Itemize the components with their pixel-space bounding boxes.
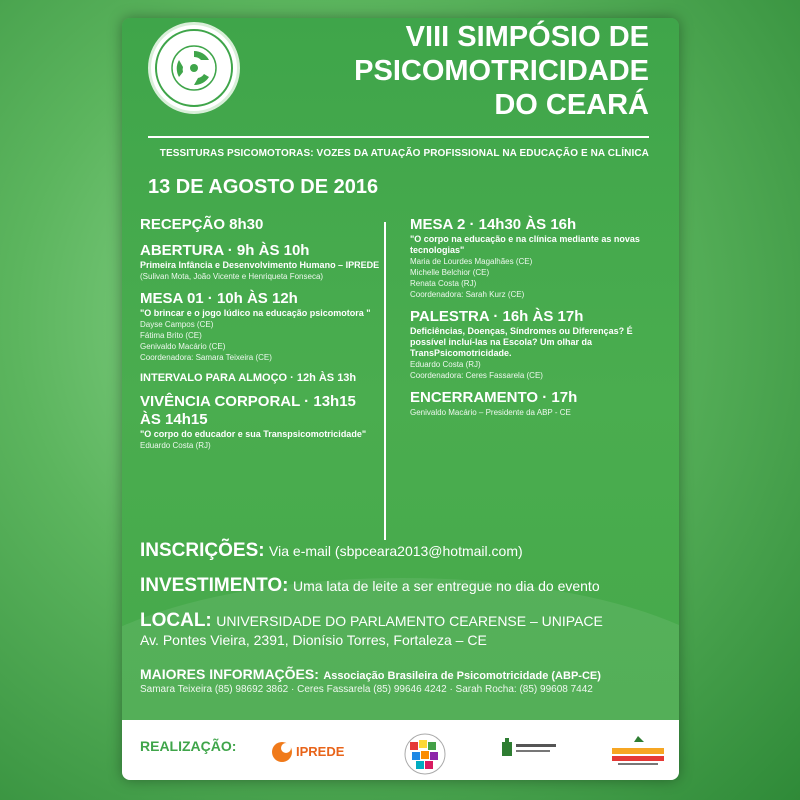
assembleia-legislativa-logo	[500, 732, 560, 770]
vivencia-heading: VIVÊNCIA CORPORAL · 13h15 ÀS 14h15	[140, 393, 356, 428]
mesa2-block	[410, 216, 660, 300]
mesa2-person: Michelle Belchior (CE)	[410, 268, 490, 277]
intervalo-heading: INTERVALO PARA ALMOÇO · 12h ÀS 13h	[140, 372, 357, 384]
encerramento-heading: ENCERRAMENTO · 17h	[410, 389, 578, 406]
iprede-logo	[270, 732, 350, 770]
mesa2-heading: MESA 2 · 14h30 ÀS 16h	[410, 216, 577, 233]
inscricoes-label: INSCRIÇÕES:	[140, 540, 265, 561]
mesa2-desc: "O corpo na educação e na clínica mediante as novas tecnologias"	[410, 234, 640, 255]
mesa1-coordinator: Coordenadora: Samara Teixeira (CE)	[140, 353, 272, 362]
realizacao-label: REALIZAÇÃO:	[140, 738, 237, 754]
event-date: 13 DE AGOSTO DE 2016	[148, 176, 379, 198]
palestra-heading: PALESTRA · 16h ÀS 17h	[410, 308, 584, 325]
title-line-3: DO CEARÁ	[494, 89, 649, 121]
abp-partner-logo	[608, 732, 668, 770]
event-title	[354, 20, 649, 122]
poster-card	[122, 18, 679, 780]
investimento-label: INVESTIMENTO:	[140, 575, 289, 596]
palestra-block	[410, 308, 660, 381]
maiores-contacts: Samara Teixeira (85) 98692 3862 · Ceres Fassarela (85) 99646 4242 · Sarah Rocha: (85) 99608 7442	[140, 684, 593, 695]
schedule-right-column	[410, 216, 660, 426]
mesa1-person: Dayse Campos (CE)	[140, 320, 214, 329]
title-line-1: VIII SIMPÓSIO DE	[405, 21, 649, 53]
maiores-row	[140, 666, 601, 695]
abp-seal-logo	[148, 22, 240, 114]
vivencia-block	[140, 393, 380, 451]
inscricoes-value: Via e-mail (sbpceara2013@hotmail.com)	[269, 543, 523, 559]
event-subtitle: TESSITURAS PSICOMOTORAS: VOZES DA ATUAÇÃO PROFISSIONAL NA EDUCAÇÃO E NA CLÍNICA	[159, 148, 649, 159]
title-line-2: PSICOMOTRICIDADE	[354, 55, 649, 87]
mesa2-person: Renata Costa (RJ)	[410, 279, 477, 288]
maiores-value: Associação Brasileira de Psicomotricidade (ABP-CE)	[323, 670, 601, 682]
mesa1-desc: "O brincar e o jogo lúdico na educação psicomotora "	[140, 308, 371, 318]
column-divider	[384, 222, 386, 540]
palestra-desc: Deficiências, Doenças, Síndromes ou Diferenças? É possível incluí-las na Escola? Um olhar da TransPsicomotricidade.	[410, 326, 633, 358]
iprede-text: IPREDE	[296, 744, 345, 759]
abertura-block	[140, 242, 380, 282]
local-row	[140, 610, 603, 648]
vivencia-desc: "O corpo do educador e sua Transpsicomotricidade"	[140, 429, 367, 439]
investimento-row	[140, 575, 600, 597]
mesa2-coordinator: Coordenadora: Sarah Kurz (CE)	[410, 290, 525, 299]
sponsors-footer	[122, 720, 679, 780]
vivencia-people: Eduardo Costa (RJ)	[140, 441, 211, 450]
abertura-heading: ABERTURA · 9h ÀS 10h	[140, 242, 310, 259]
mesa1-person: Genivaldo Macário (CE)	[140, 342, 226, 351]
mesa2-person: Maria de Lourdes Magalhães (CE)	[410, 257, 533, 266]
local-line2: Av. Pontes Vieira, 2391, Dionísio Torres, Fortaleza – CE	[140, 632, 487, 648]
abertura-people: (Sulivan Mota, João Vicente e Henriqueta Fonseca)	[140, 272, 324, 281]
abertura-desc: Primeira Infância e Desenvolvimento Humano – IPREDE	[140, 260, 380, 270]
investimento-value: Uma lata de leite a ser entregue no dia do evento	[292, 578, 600, 594]
maiores-label: MAIORES INFORMAÇÕES:	[140, 666, 319, 682]
encerramento-people: Genivaldo Macário – Presidente da ABP - CE	[410, 408, 571, 417]
schedule-left-column	[140, 216, 380, 459]
encerramento-block	[410, 389, 660, 418]
title-divider	[148, 136, 649, 138]
mesa1-heading: MESA 01 · 10h ÀS 12h	[140, 290, 298, 307]
recepcao-heading: RECEPÇÃO 8h30	[140, 216, 264, 233]
local-label: LOCAL:	[140, 610, 212, 631]
simposio-colorful-logo	[402, 732, 448, 770]
palestra-person: Eduardo Costa (RJ)	[410, 360, 481, 369]
palestra-coordinator: Coordenadora: Ceres Fassarela (CE)	[410, 371, 543, 380]
inscricoes-row	[140, 540, 523, 562]
mesa1-person: Fátima Brito (CE)	[140, 331, 202, 340]
local-line1: UNIVERSIDADE DO PARLAMENTO CEARENSE – UNIPACE	[216, 613, 603, 629]
mesa1-block	[140, 290, 380, 363]
